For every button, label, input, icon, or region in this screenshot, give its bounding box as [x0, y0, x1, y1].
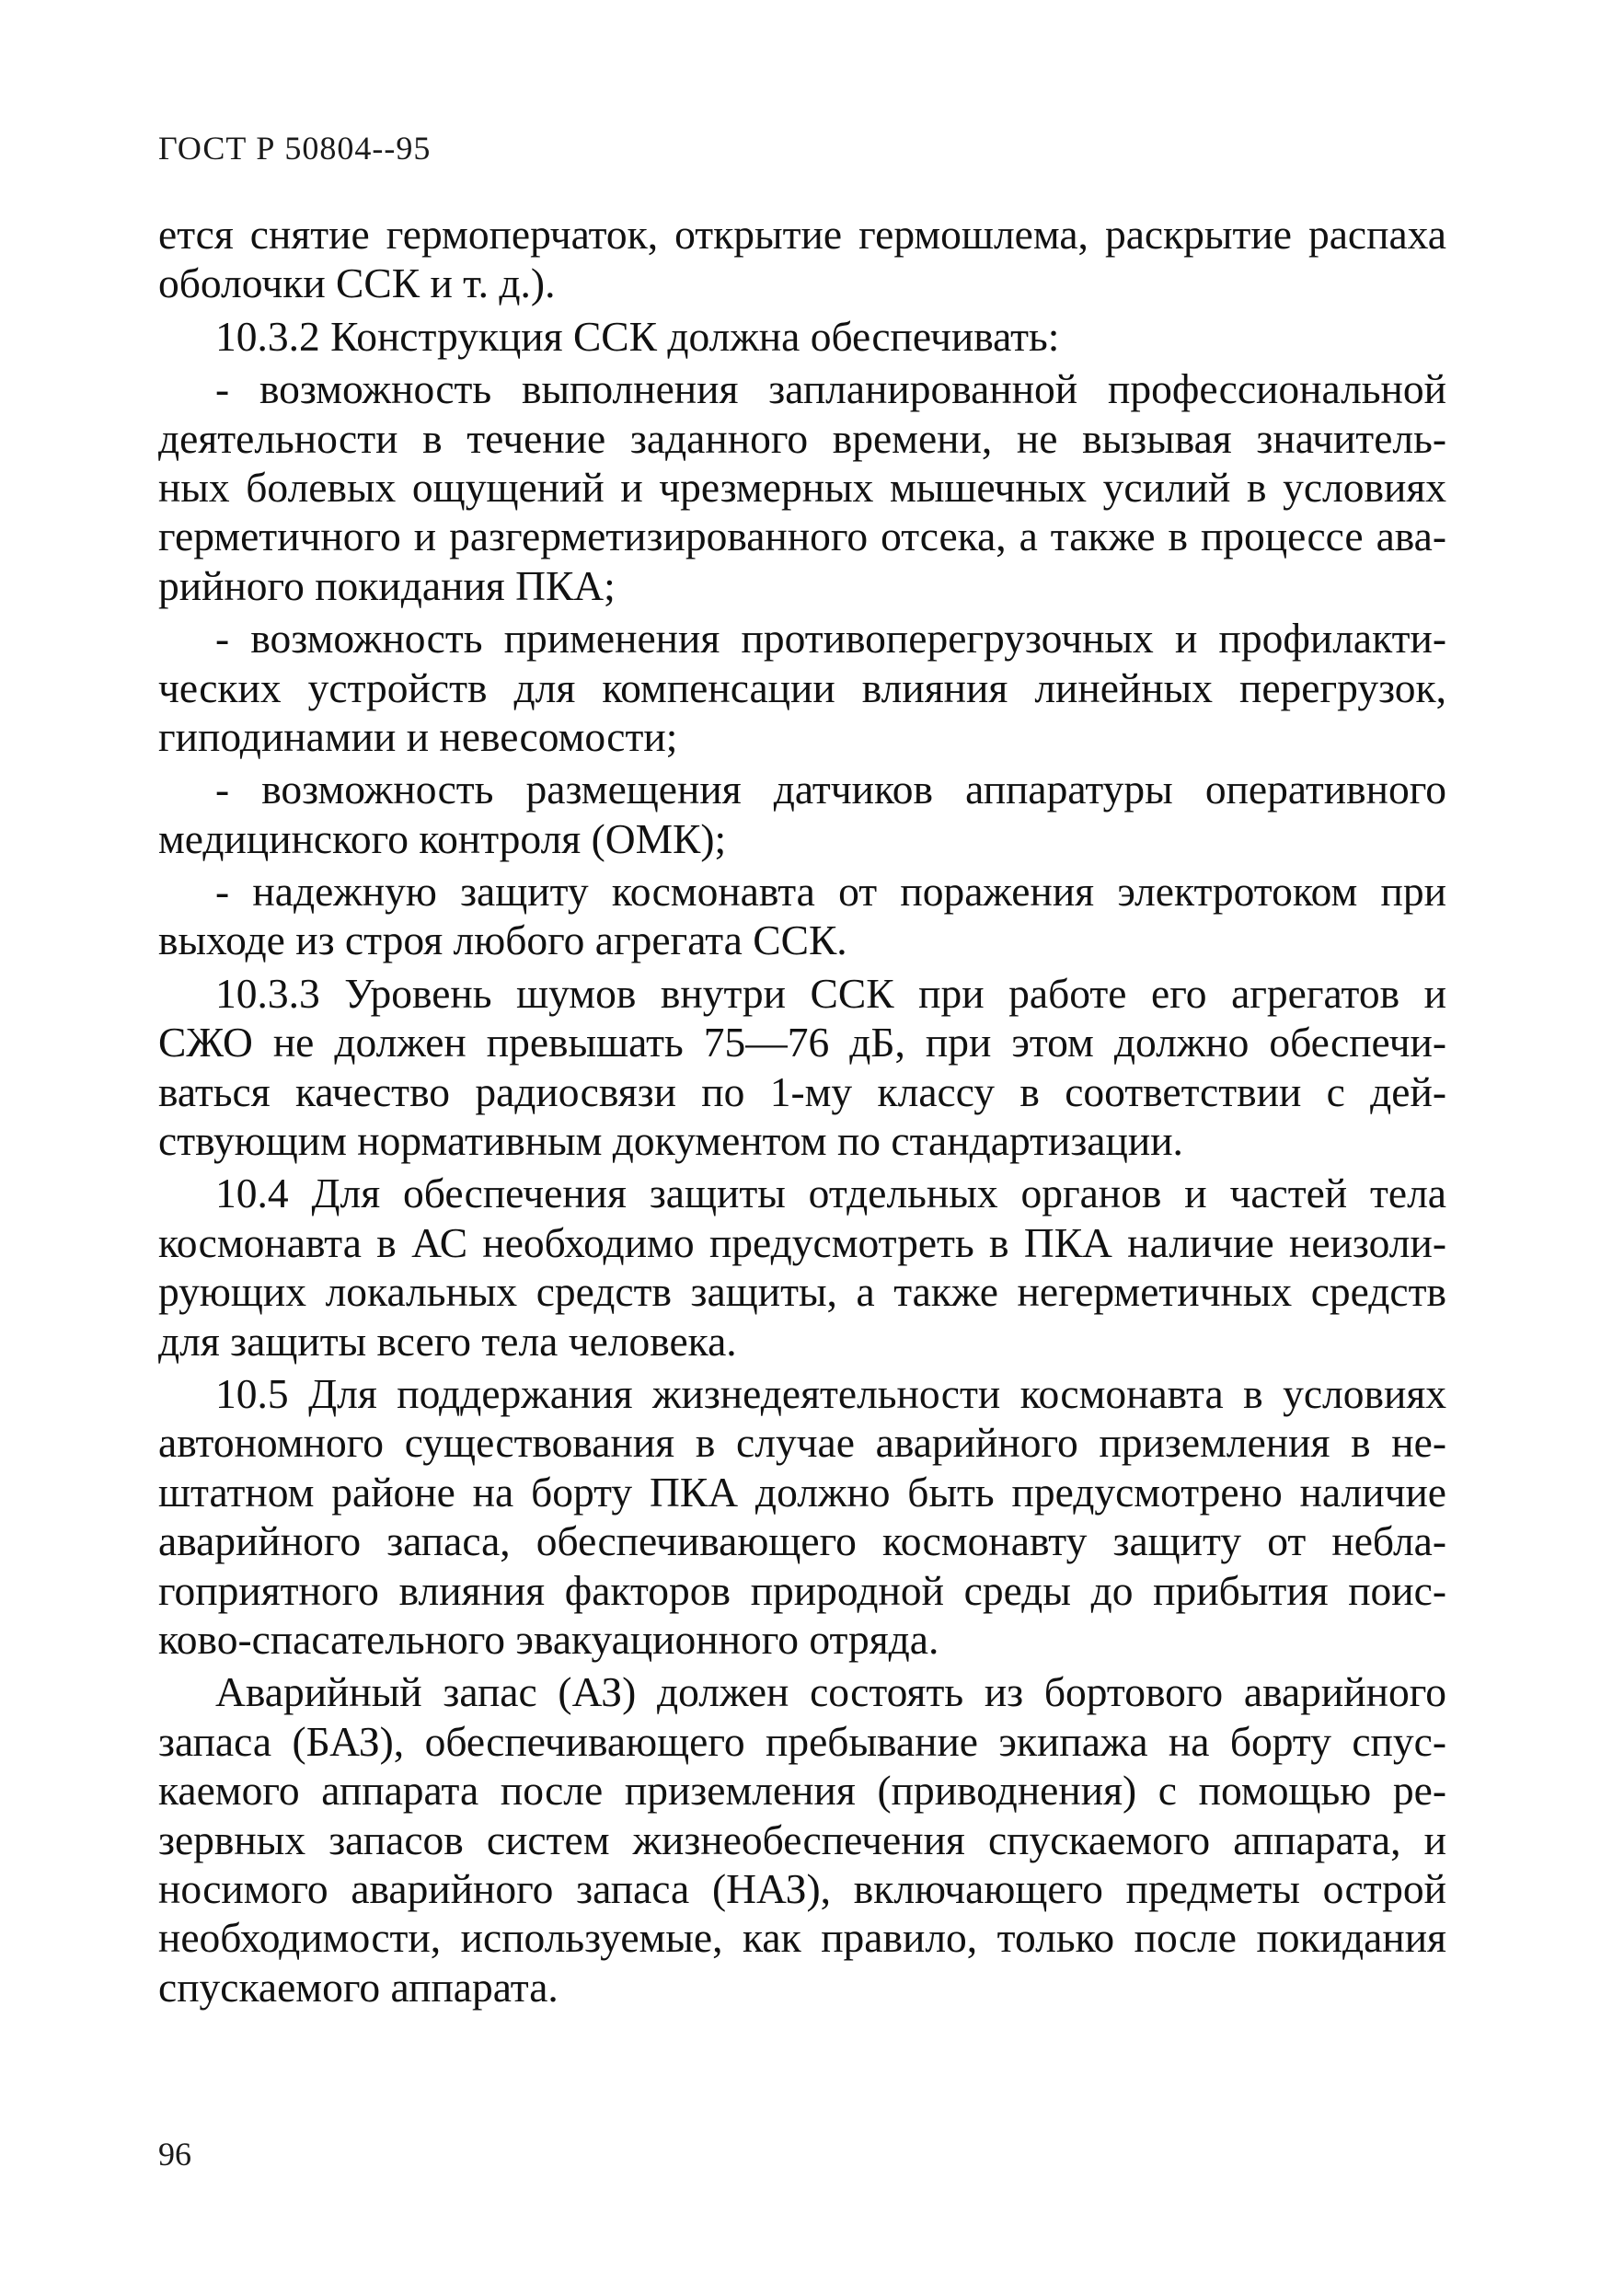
text-line: штатном районе на борту ПКА должно быть предусмотрено наличие	[158, 1468, 1446, 1516]
text-line: гоприятного влияния факторов природной среды до прибытия поис-	[158, 1566, 1446, 1614]
text-line: спускаемого аппарата.	[158, 1963, 559, 2011]
list-item-1	[158, 364, 1446, 610]
text-line: ется снятие гермоперчаток, открытие гермошлема, раскрытие распаха	[158, 211, 1446, 258]
text-line: - возможность размещения датчиков аппаратуры оперативного	[215, 766, 1446, 813]
text-line: герметичного и разгерметизированного отсека, а также в процессе ава-	[158, 513, 1446, 560]
text-line: гиподинамии и невесомости;	[158, 712, 678, 760]
document-header: ГОСТ Р 50804--95	[158, 130, 432, 167]
paragraph-10-3-3	[158, 969, 1446, 1166]
paragraph-emergency-supply	[158, 1667, 1446, 2012]
text-line: зервных запасов систем жизнеобеспечения спускаемого аппарата, и	[158, 1816, 1446, 1863]
page-number: 96	[158, 2136, 191, 2173]
text-line: запаса (БАЗ), обеспечивающего пребывание экипажа на борту спус-	[158, 1717, 1446, 1765]
text-line: для защиты всего тела человека.	[158, 1317, 737, 1365]
text-line: деятельности в течение заданного времени, не вызывая значитель-	[158, 414, 1446, 462]
text-line: - возможность выполнения запланированной профессиональной	[215, 365, 1446, 413]
text-line: 10.3.3 Уровень шумов внутри ССК при работе его агрегатов и	[215, 969, 1446, 1017]
text-line: выходе из строя любого агрегата ССК.	[158, 916, 847, 964]
list-item-3	[158, 765, 1446, 863]
list-item-4	[158, 867, 1446, 965]
text-line: аварийного запаса, обеспечивающего космонавту защиту от небла-	[158, 1517, 1446, 1565]
text-line: - возможность применения противоперегрузочных и профилакти-	[215, 615, 1446, 663]
paragraph-10-3-2	[158, 312, 1446, 361]
text-line: 10.3.2 Конструкция ССК должна обеспечивать:	[215, 312, 1060, 360]
document-body	[158, 210, 1446, 2012]
text-line: необходимости, используемые, как правило, только после покидания	[158, 1914, 1446, 1962]
text-line: Аварийный запас (АЗ) должен состоять из бортового аварийного	[215, 1668, 1446, 1716]
text-line: каемого аппарата после приземления (приводнения) с помощью ре-	[158, 1767, 1446, 1815]
text-line: автономного существования в случае аварийного приземления в не-	[158, 1419, 1446, 1467]
text-line: - надежную защиту космонавта от поражения электротоком при	[215, 868, 1446, 916]
text-line: ческих устройств для компенсации влияния линейных перегрузок,	[158, 663, 1446, 711]
text-line: космонавта в АС необходимо предусмотреть в ПКА наличие неизоли-	[158, 1218, 1446, 1266]
text-line: ково-спасательного эвакуационного отряда.	[158, 1615, 939, 1663]
text-line: оболочки ССК и т. д.).	[158, 259, 556, 307]
text-line: ваться качество радиосвязи по 1-му классу в соответствии с дей-	[158, 1067, 1446, 1115]
text-line: медицинского контроля (ОМК);	[158, 814, 727, 862]
paragraph-10-5	[158, 1369, 1446, 1664]
text-line: 10.4 Для обеспечения защиты отдельных органов и частей тела	[215, 1170, 1446, 1217]
text-line: носимого аварийного запаса (НАЗ), включающего предметы острой	[158, 1864, 1446, 1912]
paragraph-1	[158, 210, 1446, 308]
text-line: 10.5 Для поддержания жизнедеятельности космонавта в условиях	[215, 1369, 1446, 1417]
text-line: СЖО не должен превышать 75—76 дБ, при этом должно обеспечи-	[158, 1019, 1446, 1066]
text-line: ствующим нормативным документом по стандартизации.	[158, 1117, 1183, 1165]
paragraph-10-4	[158, 1169, 1446, 1366]
text-line: рующих локальных средств защиты, а также негерметичных средств	[158, 1268, 1446, 1316]
list-item-2	[158, 614, 1446, 761]
text-line: рийного покидания ПКА;	[158, 561, 616, 609]
text-line: ных болевых ощущений и чрезмерных мышечных усилий в условиях	[158, 463, 1446, 511]
